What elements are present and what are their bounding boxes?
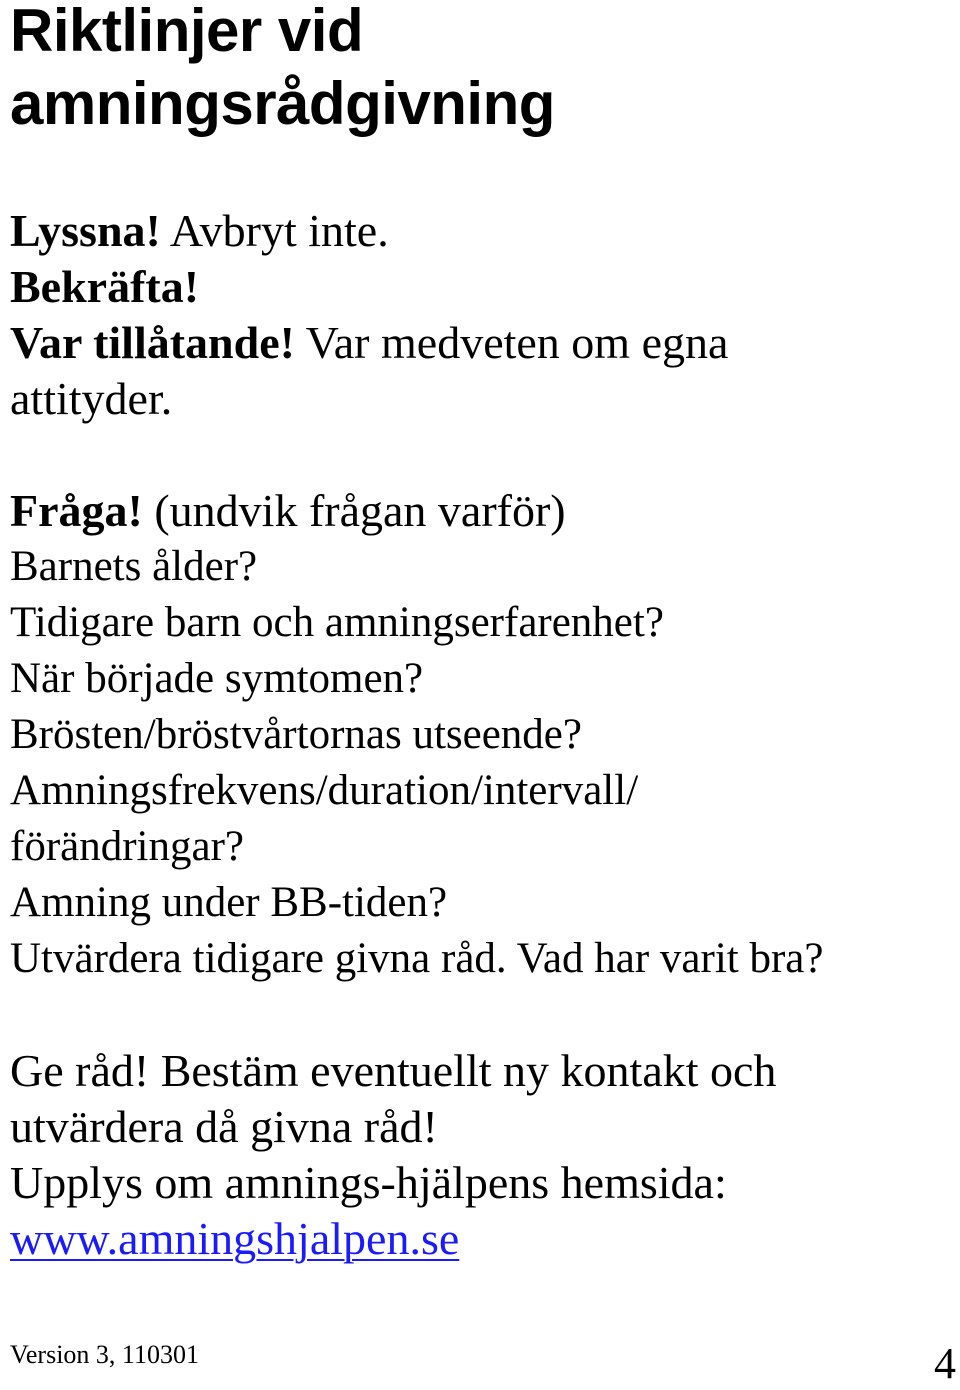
permissive-continuation: attityder. xyxy=(10,373,173,424)
guidelines-body xyxy=(10,203,955,1267)
advise-line-3: Upplys om amnings-hjälpens hemsida: xyxy=(10,1157,727,1208)
section-gap xyxy=(10,987,955,1043)
website-link[interactable]: www.amningshjalpen.se xyxy=(10,1213,460,1264)
listen-lead: Lyssna! xyxy=(10,205,161,256)
ask-rest: (undvik frågan varför) xyxy=(142,485,566,536)
question-item: Tidigare barn och amningserfarenhet? xyxy=(10,599,664,646)
question-item: förändringar? xyxy=(10,823,244,870)
version-footer: Version 3, 110301 xyxy=(10,1340,199,1369)
permissive-lead: Var tillåtande! xyxy=(10,317,295,368)
listen-rest: Avbryt inte. xyxy=(160,205,389,256)
website-line xyxy=(10,1211,955,1267)
question-item: Barnets ålder? xyxy=(10,543,258,590)
question-item: Amning under BB-tiden? xyxy=(10,879,448,926)
advise-line-2: utvärdera då givna råd! xyxy=(10,1101,438,1152)
permissive-rest: Var medveten om egna xyxy=(294,317,729,368)
confirm-line xyxy=(10,259,955,315)
permissive-line xyxy=(10,315,955,371)
question-item: Utvärdera tidigare givna råd. Vad har varit bra? xyxy=(10,935,824,982)
ask-lead: Fråga! xyxy=(10,485,143,536)
page-number: 4 xyxy=(934,1339,956,1388)
ask-line xyxy=(10,483,955,539)
question-item: När började symtomen? xyxy=(10,655,424,702)
confirm-lead: Bekräfta! xyxy=(10,261,200,312)
listen-line xyxy=(10,203,955,259)
advise-line-1: Ge råd! Bestäm eventuellt ny kontakt och xyxy=(10,1045,777,1096)
page-title-line-2: amningsrådgivning xyxy=(10,70,555,137)
question-item: Amningsfrekvens/duration/intervall/ xyxy=(10,767,639,814)
section-gap xyxy=(10,427,955,483)
page-title-line-1: Riktlinjer vid xyxy=(10,0,364,64)
question-item: Brösten/bröstvårtornas utseende? xyxy=(10,711,582,758)
page-title xyxy=(10,0,555,140)
